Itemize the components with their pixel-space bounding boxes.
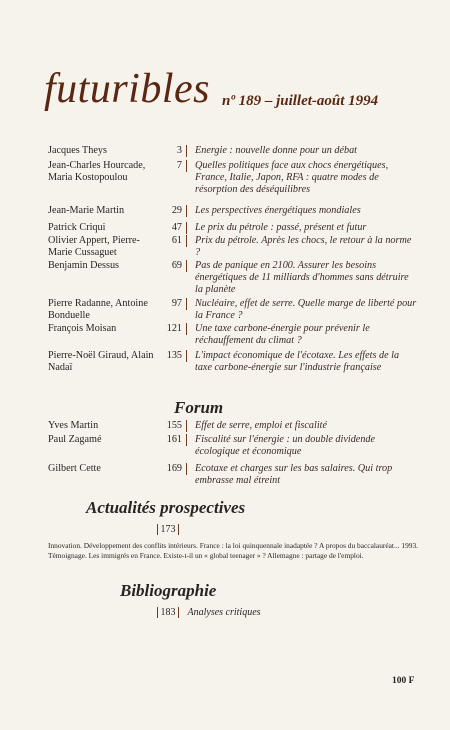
entry-author: Jean-Charles Hourcade, Maria Kostopoulou	[48, 160, 146, 183]
price-label: 100 F	[392, 676, 415, 686]
entry-page: 155	[162, 420, 187, 432]
bibliographie-line	[157, 607, 261, 619]
entry-title: Une taxe carbone-énergie pour prévenir le réchauffement du climat ?	[195, 323, 370, 346]
bibliographie-label: Analyses critiques	[187, 607, 261, 618]
entry-page: 61	[162, 235, 187, 247]
entry-title: L'impact économique de l'écotaxe. Les effets de la taxe carbone-énergie sur l'industrie française	[195, 350, 400, 373]
issue-line: nº 189 – juillet-août 1994	[222, 93, 379, 109]
entry-author: Pierre Radanne, Antoine Bonduelle	[48, 298, 148, 321]
entry-page: 3	[162, 145, 187, 157]
bibliographie-heading: Bibliographie	[120, 581, 217, 600]
entry-title: Le prix du pétrole : passé, présent et futur	[195, 222, 367, 233]
entry-author: François Moisan	[48, 323, 117, 334]
rule-right	[178, 524, 179, 535]
entry-title: Fiscalité sur l'énergie : un double dividende écologique et économique	[195, 434, 376, 457]
actualites-page	[157, 524, 179, 536]
forum-heading: Forum	[174, 398, 224, 417]
entry-title: Prix du pétrole. Après les chocs, le retour à la norme ?	[195, 235, 412, 258]
entry-title: Les perspectives énergétiques mondiales	[195, 205, 361, 216]
magazine-masthead: futuribles	[44, 66, 211, 112]
entry-page: 7	[162, 160, 187, 172]
entry-title: Quelles politiques face aux chocs énergétiques, France, Italie, Japon, RFA : quatre modes de résorption des déséquilibres	[195, 160, 389, 195]
entry-title: Energie : nouvelle donne pour un débat	[195, 145, 358, 156]
bibliographie-page-number: 183	[160, 607, 176, 618]
entry-author: Pierre-Noël Giraud, Alain Nadaï	[48, 350, 154, 373]
entry-author: Olivier Appert, Pierre-Marie Cussaguet	[48, 235, 140, 258]
entry-author: Patrick Criqui	[48, 222, 106, 233]
entry-page: 135	[162, 350, 187, 362]
rule-left	[157, 524, 158, 535]
entry-title: Effet de serre, emploi et fiscalité	[195, 420, 328, 431]
entry-author: Jean-Marie Martin	[48, 205, 125, 216]
entry-title: Ecotaxe et charges sur les bas salaires. Qui trop embrasse mal étreint	[195, 463, 393, 486]
entry-page: 29	[162, 205, 187, 217]
actualites-heading: Actualités prospectives	[86, 498, 246, 517]
entry-page: 161	[162, 434, 187, 446]
entry-title: Pas de panique en 2100. Assurer les besoins énergétiques de 11 milliards d'hommes sans détruire la planète	[195, 260, 409, 295]
rule-left	[157, 607, 158, 618]
entry-page: 97	[162, 298, 187, 310]
actualites-page-number: 173	[160, 524, 176, 535]
rule-right	[178, 607, 179, 618]
actualites-blurb: Innovation. Développement des conflits intérieurs. France : la loi quinquennale inadaptée ? A propos du baccalauréat... 1993. Témoignage. Les immigrés en France. Existe-t-il un « global teenager » ? Allemagne : partage de l'emploi.	[48, 541, 418, 560]
entry-page: 121	[162, 323, 187, 335]
entry-page: 169	[162, 463, 187, 475]
entry-author: Gilbert Cette	[48, 463, 101, 474]
entry-author: Jacques Theys	[48, 145, 107, 156]
entry-title: Nucléaire, effet de serre. Quelle marge de liberté pour la France ?	[195, 298, 417, 321]
entry-author: Paul Zagamé	[48, 434, 102, 445]
entry-page: 69	[162, 260, 187, 272]
entry-author: Benjamin Dessus	[48, 260, 120, 271]
entry-author: Yves Martin	[48, 420, 99, 431]
entry-page: 47	[162, 222, 187, 234]
